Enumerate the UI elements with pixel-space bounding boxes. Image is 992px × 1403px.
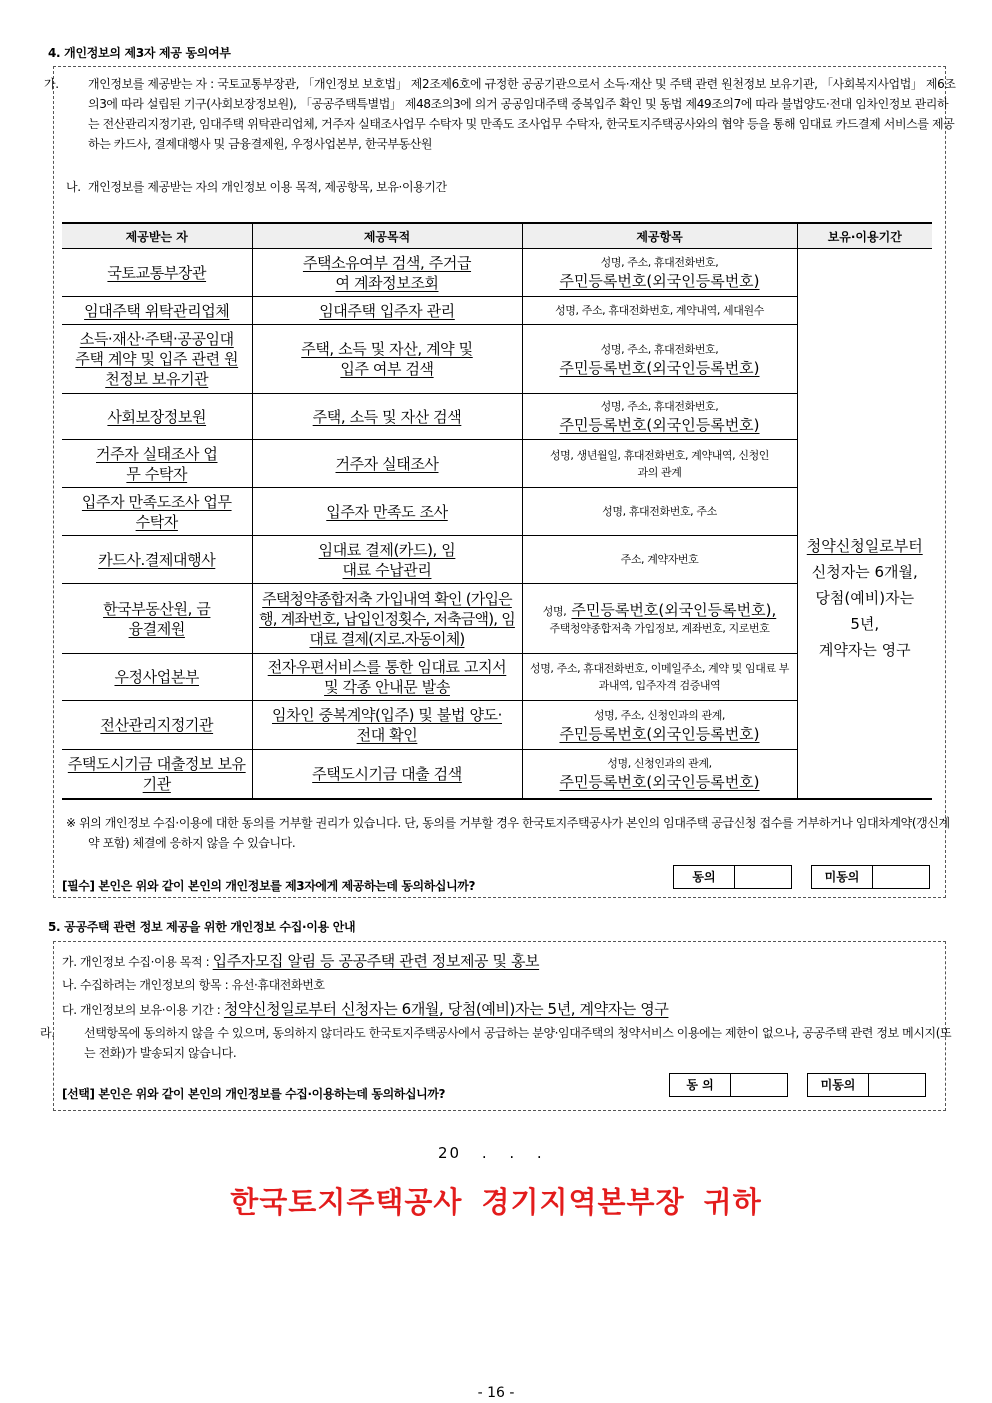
row-items: 성명, 주소, 휴대전화번호, 주민등록번호(외국인등록번호) xyxy=(522,249,797,297)
date-line: 20 . . . xyxy=(438,1144,544,1162)
row-purpose: 입주자 만족도 조사 xyxy=(252,488,522,536)
recipient-title: 한국토지주택공사 경기지역본부장 귀하 xyxy=(230,1185,762,1219)
table-header-row xyxy=(62,223,932,249)
section5-item-b: 나. 수집하려는 개인정보의 항목 : 유선·휴대전화번호 xyxy=(62,978,325,992)
provision-table xyxy=(62,222,932,800)
row-recipient: 전산관리지정기관 xyxy=(62,701,252,750)
row-items: 성명, 주소, 휴대전화번호, 주민등록번호(외국인등록번호) xyxy=(522,325,797,394)
item-c-value: 청약신청일로부터 신청자는 6개월, 당첨(예비)자는 5년, 계약자는 영구 xyxy=(223,1000,669,1018)
section4-question: [필수] 본인은 위와 같이 본인의 개인정보를 제3자에게 제공하는데 동의하십니까? xyxy=(62,879,476,893)
section5-agree-box[interactable] xyxy=(669,1073,788,1097)
row-purpose: 임대주택 입주자 관리 xyxy=(252,297,522,325)
retention-line: 계약자는 영구 xyxy=(818,641,911,660)
row-purpose: 주택, 소득 및 자산, 계약 및 입주 여부 검색 xyxy=(252,325,522,394)
header-purpose: 제공목적 xyxy=(252,223,522,249)
agree-label: 동 의 xyxy=(670,1074,731,1096)
row-purpose: 주택, 소득 및 자산 검색 xyxy=(252,394,522,440)
item-a-label: 가. xyxy=(44,77,59,91)
row-items: 성명, 주소, 휴대전화번호, 계약내역, 세대원수 xyxy=(522,297,797,325)
row-purpose: 주택청약종합저축 가입내역 확인 (가입은행, 계좌번호, 납입인정횟수, 저축금액), 임대료 결제(지로.자동이체) xyxy=(252,584,522,654)
row-recipient: 거주자 실태조사 업무 수탁자 xyxy=(62,440,252,488)
row-purpose: 주택소유여부 검색, 주거급여 계좌정보조회 xyxy=(252,249,522,297)
retention-line: 당첨(예비)자는 xyxy=(815,589,915,608)
disagree-label: 미동의 xyxy=(808,1074,869,1096)
row-purpose: 임대료 결제(카드), 임대료 수납관리 xyxy=(252,536,522,584)
item-a-value: 입주자모집 알림 등 공공주택 관련 정보제공 및 홍보 xyxy=(212,952,540,970)
section4-disagree-box[interactable] xyxy=(811,865,930,889)
section4-title: 4. 개인정보의 제3자 제공 동의여부 xyxy=(48,46,231,60)
agree-checkbox[interactable] xyxy=(731,1074,787,1096)
row-recipient: 소득·재산·주택·공공임대 주택 계약 및 입주 관련 원천정보 보유기관 xyxy=(62,325,252,394)
row-items: 성명, 주민등록번호(외국인등록번호), 주택청약종합저축 가입정보, 계좌번호, 지로번호 xyxy=(522,584,797,654)
row-recipient: 주택도시기금 대출정보 보유기관 xyxy=(62,750,252,799)
agree-checkbox[interactable] xyxy=(735,866,791,888)
row-recipient: 임대주택 위탁관리업체 xyxy=(62,297,252,325)
item-b-text: 개인정보를 제공받는 자의 개인정보 이용 목적, 제공항목, 보유·이용기간 xyxy=(88,180,447,194)
row-items: 주소, 계약자번호 xyxy=(522,536,797,584)
row-recipient: 카드사.결제대행사 xyxy=(62,536,252,584)
header-items: 제공항목 xyxy=(522,223,797,249)
section5-title: 5. 공공주택 관련 정보 제공을 위한 개인정보 수집·이용 안내 xyxy=(48,920,356,934)
disagree-label: 미동의 xyxy=(812,866,873,888)
row-purpose: 임차인 중복계약(입주) 및 불법 양도·전대 확인 xyxy=(252,701,522,750)
row-items: 성명, 주소, 신청인과의 관계, 주민등록번호(외국인등록번호) xyxy=(522,701,797,750)
table-row xyxy=(62,249,932,297)
retention-line: 5년, xyxy=(850,615,880,634)
row-purpose: 거주자 실태조사 xyxy=(252,440,522,488)
row-recipient: 입주자 만족도조사 업무 수탁자 xyxy=(62,488,252,536)
section4-item-a xyxy=(44,74,958,154)
section5-item-d: 라. 선택항목에 동의하지 않을 수 있으며, 동의하지 않더라도 한국토지주택공사에서 공급하는 분양·임대주택의 청약서비스 이용에는 제한이 없으나, 공공주택 관련 정보 메시지(또는 전화)가 발송되지 않습니다. xyxy=(40,1026,952,1060)
page-number: - 16 - xyxy=(477,1385,515,1401)
section5-disagree-box[interactable] xyxy=(807,1073,926,1097)
retention-cell xyxy=(797,249,932,799)
row-recipient: 사회보장정보원 xyxy=(62,394,252,440)
retention-line: 신청자는 6개월, xyxy=(811,563,918,582)
header-retention: 보유·이용기간 xyxy=(797,223,932,249)
disagree-checkbox[interactable] xyxy=(869,1074,925,1096)
row-items: 성명, 주소, 휴대전화번호, 이메일주소, 계약 및 임대료 부과내역, 입주자격 검증내역 xyxy=(522,654,797,701)
section5-question: [선택] 본인은 위와 같이 본인의 개인정보를 수집·이용하는데 동의하십니까? xyxy=(62,1087,446,1101)
row-purpose: 전자우편서비스를 통한 임대료 고지서 및 각종 안내문 발송 xyxy=(252,654,522,701)
agree-label: 동의 xyxy=(674,866,735,888)
section4-note: ※ 위의 개인정보 수집·이용에 대한 동의를 거부할 권리가 있습니다. 단, 동의를 거부할 경우 한국토지주택공사가 본인의 임대주택 공급신청 접수를 거부하거나 임대차계약(갱신계약 포함) 체결에 응하지 않을 수 있습니다. xyxy=(66,816,950,850)
row-purpose: 주택도시기금 대출 검색 xyxy=(252,750,522,799)
row-items: 성명, 휴대전화번호, 주소 xyxy=(522,488,797,536)
row-recipient: 우정사업본부 xyxy=(62,654,252,701)
row-items: 성명, 신청인과의 관계, 주민등록번호(외국인등록번호) xyxy=(522,750,797,799)
item-b-label: 나. xyxy=(66,180,81,194)
row-items: 성명, 생년월일, 휴대전화번호, 계약내역, 신청인과의 관계 xyxy=(522,440,797,488)
section5-item-a: 가. 개인정보 수집·이용 목적 : 입주자모집 알림 등 공공주택 관련 정보제공 및 홍보 xyxy=(62,952,540,970)
row-recipient: 국토교통부장관 xyxy=(62,249,252,297)
disagree-checkbox[interactable] xyxy=(873,866,929,888)
row-recipient: 한국부동산원, 금융결제원 xyxy=(62,584,252,654)
item-a-text: 개인정보를 제공받는 자 : 국토교통부장관, 「개인정보 보호법」 제2조제6호에 규정한 공공기관으로서 소득·재산 및 주택 관련 원천정보 보유기관, 「사회복지사업법」 제6조의3에 따라 설립된 기구(사회보장정보원), 「공공주택특별법」 제48조의3에 의거 공공임대주택 중복입주 확인 및 동법 제49조의7에 따라 불법양도·전대 임차인정보 관리하는 전산관리지정기관, 임대주택 위탁관리업체, 거주자 실태조사업무 수탁자 및 만족도 조사업무 수탁자, 한국토지주택공사와의 협약 등을 통해 임대료 카드결제 서비스를 제공하는 카드사, 결제대행사 및 금융결제원, 우정사업본부, 한국부동산원 xyxy=(88,77,956,151)
retention-line: 청약신청일로부터 xyxy=(806,537,923,556)
section5-item-c: 다. 개인정보의 보유·이용 기간 : 청약신청일로부터 신청자는 6개월, 당첨(예비)자는 5년, 계약자는 영구 xyxy=(62,1000,669,1018)
section4-agree-box[interactable] xyxy=(673,865,792,889)
section4-item-b xyxy=(66,177,936,197)
header-recipient: 제공받는 자 xyxy=(62,223,252,249)
row-items: 성명, 주소, 휴대전화번호, 주민등록번호(외국인등록번호) xyxy=(522,394,797,440)
